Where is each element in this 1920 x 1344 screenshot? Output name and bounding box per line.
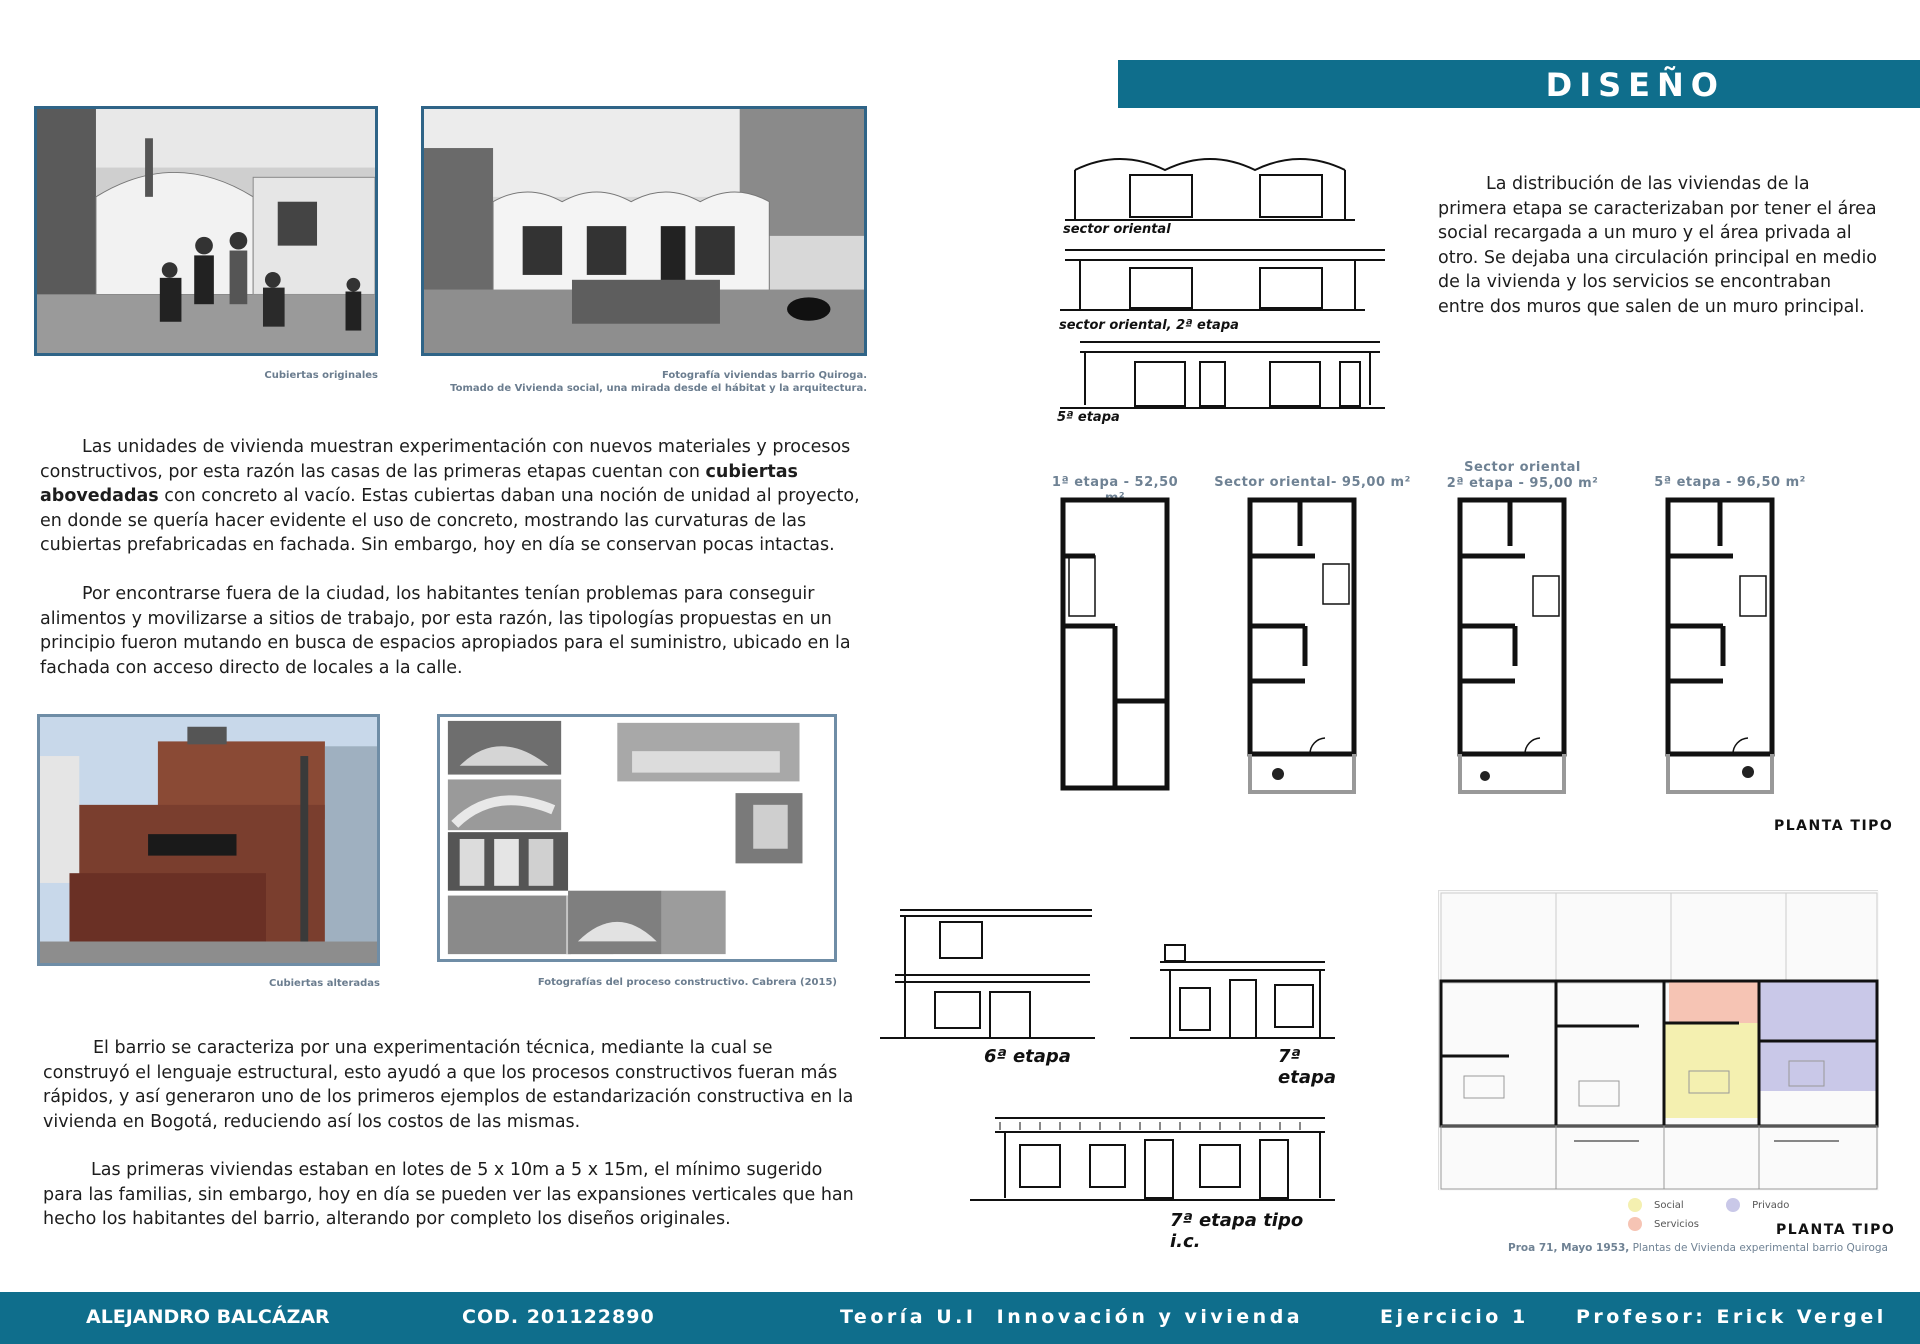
footer-author: ALEJANDRO BALCÁZAR bbox=[86, 1306, 330, 1328]
paragraph-distribution: La distribución de las viviendas de la primera etapa se caracterizaban por tener el área social recargada a un muro y el área privada al otro. Se dejaba una circulación principal en medio de la vivienda y los servicios se encontraban entre dos muros que salen de un muro principal. bbox=[1438, 174, 1878, 317]
elevation-label-6-etapa: 6ª etapa bbox=[984, 1046, 1071, 1067]
caption-quiroga-photo-line2: Tomado de Vivienda social, una mirada desde el hábitat y la arquitectura. bbox=[450, 383, 867, 394]
plan-label-5-etapa: 5ª etapa - 96,50 m² bbox=[1654, 475, 1806, 490]
colored-floor-plan bbox=[1438, 890, 1878, 1190]
elevation-label-sector-oriental-2: sector oriental, 2ª etapa bbox=[1059, 318, 1239, 333]
paragraph-supply: Por encontrarse fuera de la ciudad, los habitantes tenían problemas para conseguir alimentos y movilizarse a sitios de trabajo, por esta razón, las tipologías propuestas en un principio fueron mutando en busca de espacios apropiados para el suministro, ubicado en la fachada con acceso directo de locales a la calle. bbox=[40, 584, 851, 678]
elevation-label-5-etapa: 5ª etapa bbox=[1057, 410, 1120, 425]
plan-source-bold: Proa 71, Mayo 1953, bbox=[1508, 1242, 1630, 1254]
planta-tipo-label-bottom: PLANTA TIPO bbox=[1776, 1222, 1896, 1238]
plan-label-2-etapa-line1: Sector oriental bbox=[1464, 460, 1581, 475]
photo-original-roofs bbox=[34, 106, 378, 356]
caption-original-roofs: Cubiertas originales bbox=[264, 370, 378, 381]
plan-source-rest: Plantas de Vivienda experimental barrio Quiroga bbox=[1629, 1242, 1888, 1254]
legend-social bbox=[1628, 1198, 1684, 1212]
gallery-construction-process bbox=[437, 714, 837, 962]
planta-tipo-label-top: PLANTA TIPO bbox=[1774, 818, 1894, 834]
footer-exercise: Ejercicio 1 bbox=[1380, 1306, 1529, 1328]
footer-code: COD. 201122890 bbox=[462, 1306, 655, 1328]
caption-altered-roofs: Cubiertas alteradas bbox=[269, 978, 380, 989]
legend-servicios bbox=[1628, 1217, 1699, 1231]
legend-social-swatch bbox=[1628, 1198, 1642, 1212]
footer-professor: Profesor: Erick Vergel bbox=[1576, 1306, 1887, 1328]
plan-source bbox=[1440, 1242, 1888, 1254]
page-title: DISEÑO bbox=[1545, 66, 1725, 104]
legend-servicios-label: Servicios bbox=[1654, 1218, 1699, 1230]
paragraph-standardization: El barrio se caracteriza por una experimentación técnica, mediante la cual se construyó el lenguaje estructural, esto ayudó a que los procesos constructivos fueran más rápidos, y así generaron uno de los primeros ejemplos de estandarización constructiva en la vivienda en Bogotá, reduciendo así los costos de las mismas. bbox=[43, 1038, 854, 1132]
paragraph-roofs: Las unidades de vivienda muestran experimentación con nuevos materiales y procesos constructivos, por esta razón las casas de las primeras etapas cuentan con cubiertas abovedadas con concreto al vacío. Estas cubiertas daban una noción de unidad al proyecto, en donde se quería hacer evidente el uso de concreto, mostrando las curvaturas de las cubiertas prefabricadas en fachada. Sin embargo, hoy en día se conservan pocas intactas. bbox=[40, 437, 860, 555]
caption-quiroga-photo-line1: Fotografía viviendas barrio Quiroga. bbox=[661, 370, 867, 381]
paragraph-lots: Las primeras viviendas estaban en lotes de 5 x 10m a 5 x 15m, el mínimo sugerido para las familias, sin embargo, hoy en día se pueden ver las expansiones verticales que han hecho los habitantes del barrio, alterando por completo los diseños originales. bbox=[43, 1160, 854, 1229]
plan-label-sector-oriental: Sector oriental- 95,00 m² bbox=[1214, 475, 1411, 490]
elevation-sketches-bottom bbox=[880, 900, 1336, 1252]
plan-label-1-etapa: 1ª etapa - 52,50 m² bbox=[1051, 475, 1179, 506]
plan-label-2-etapa-line2: 2ª etapa - 95,00 m² bbox=[1446, 476, 1599, 491]
floor-plans bbox=[1055, 496, 1825, 796]
elevation-label-7-etapa: 7ª etapa bbox=[1278, 1046, 1336, 1088]
caption-construction-process: Fotografías del proceso constructivo. Cabrera (2015) bbox=[537, 977, 837, 988]
legend-privado bbox=[1726, 1198, 1789, 1212]
photo-quiroga-houses bbox=[421, 106, 867, 356]
photo-altered-roofs bbox=[37, 714, 380, 966]
footer-bar bbox=[0, 1292, 1920, 1344]
elevation-label-sector-oriental: sector oriental bbox=[1063, 222, 1171, 237]
legend-privado-label: Privado bbox=[1752, 1199, 1790, 1211]
footer-course: Teoría U.I Innovación y vivienda bbox=[840, 1306, 1304, 1328]
legend-social-label: Social bbox=[1654, 1199, 1684, 1211]
elevation-label-7-etapa-ic: 7ª etapa tipo i.c. bbox=[1170, 1210, 1304, 1252]
legend-servicios-swatch bbox=[1628, 1217, 1642, 1231]
title-band bbox=[1118, 60, 1920, 108]
legend-privado-swatch bbox=[1726, 1198, 1740, 1212]
elevation-sketches-top bbox=[1055, 150, 1385, 428]
